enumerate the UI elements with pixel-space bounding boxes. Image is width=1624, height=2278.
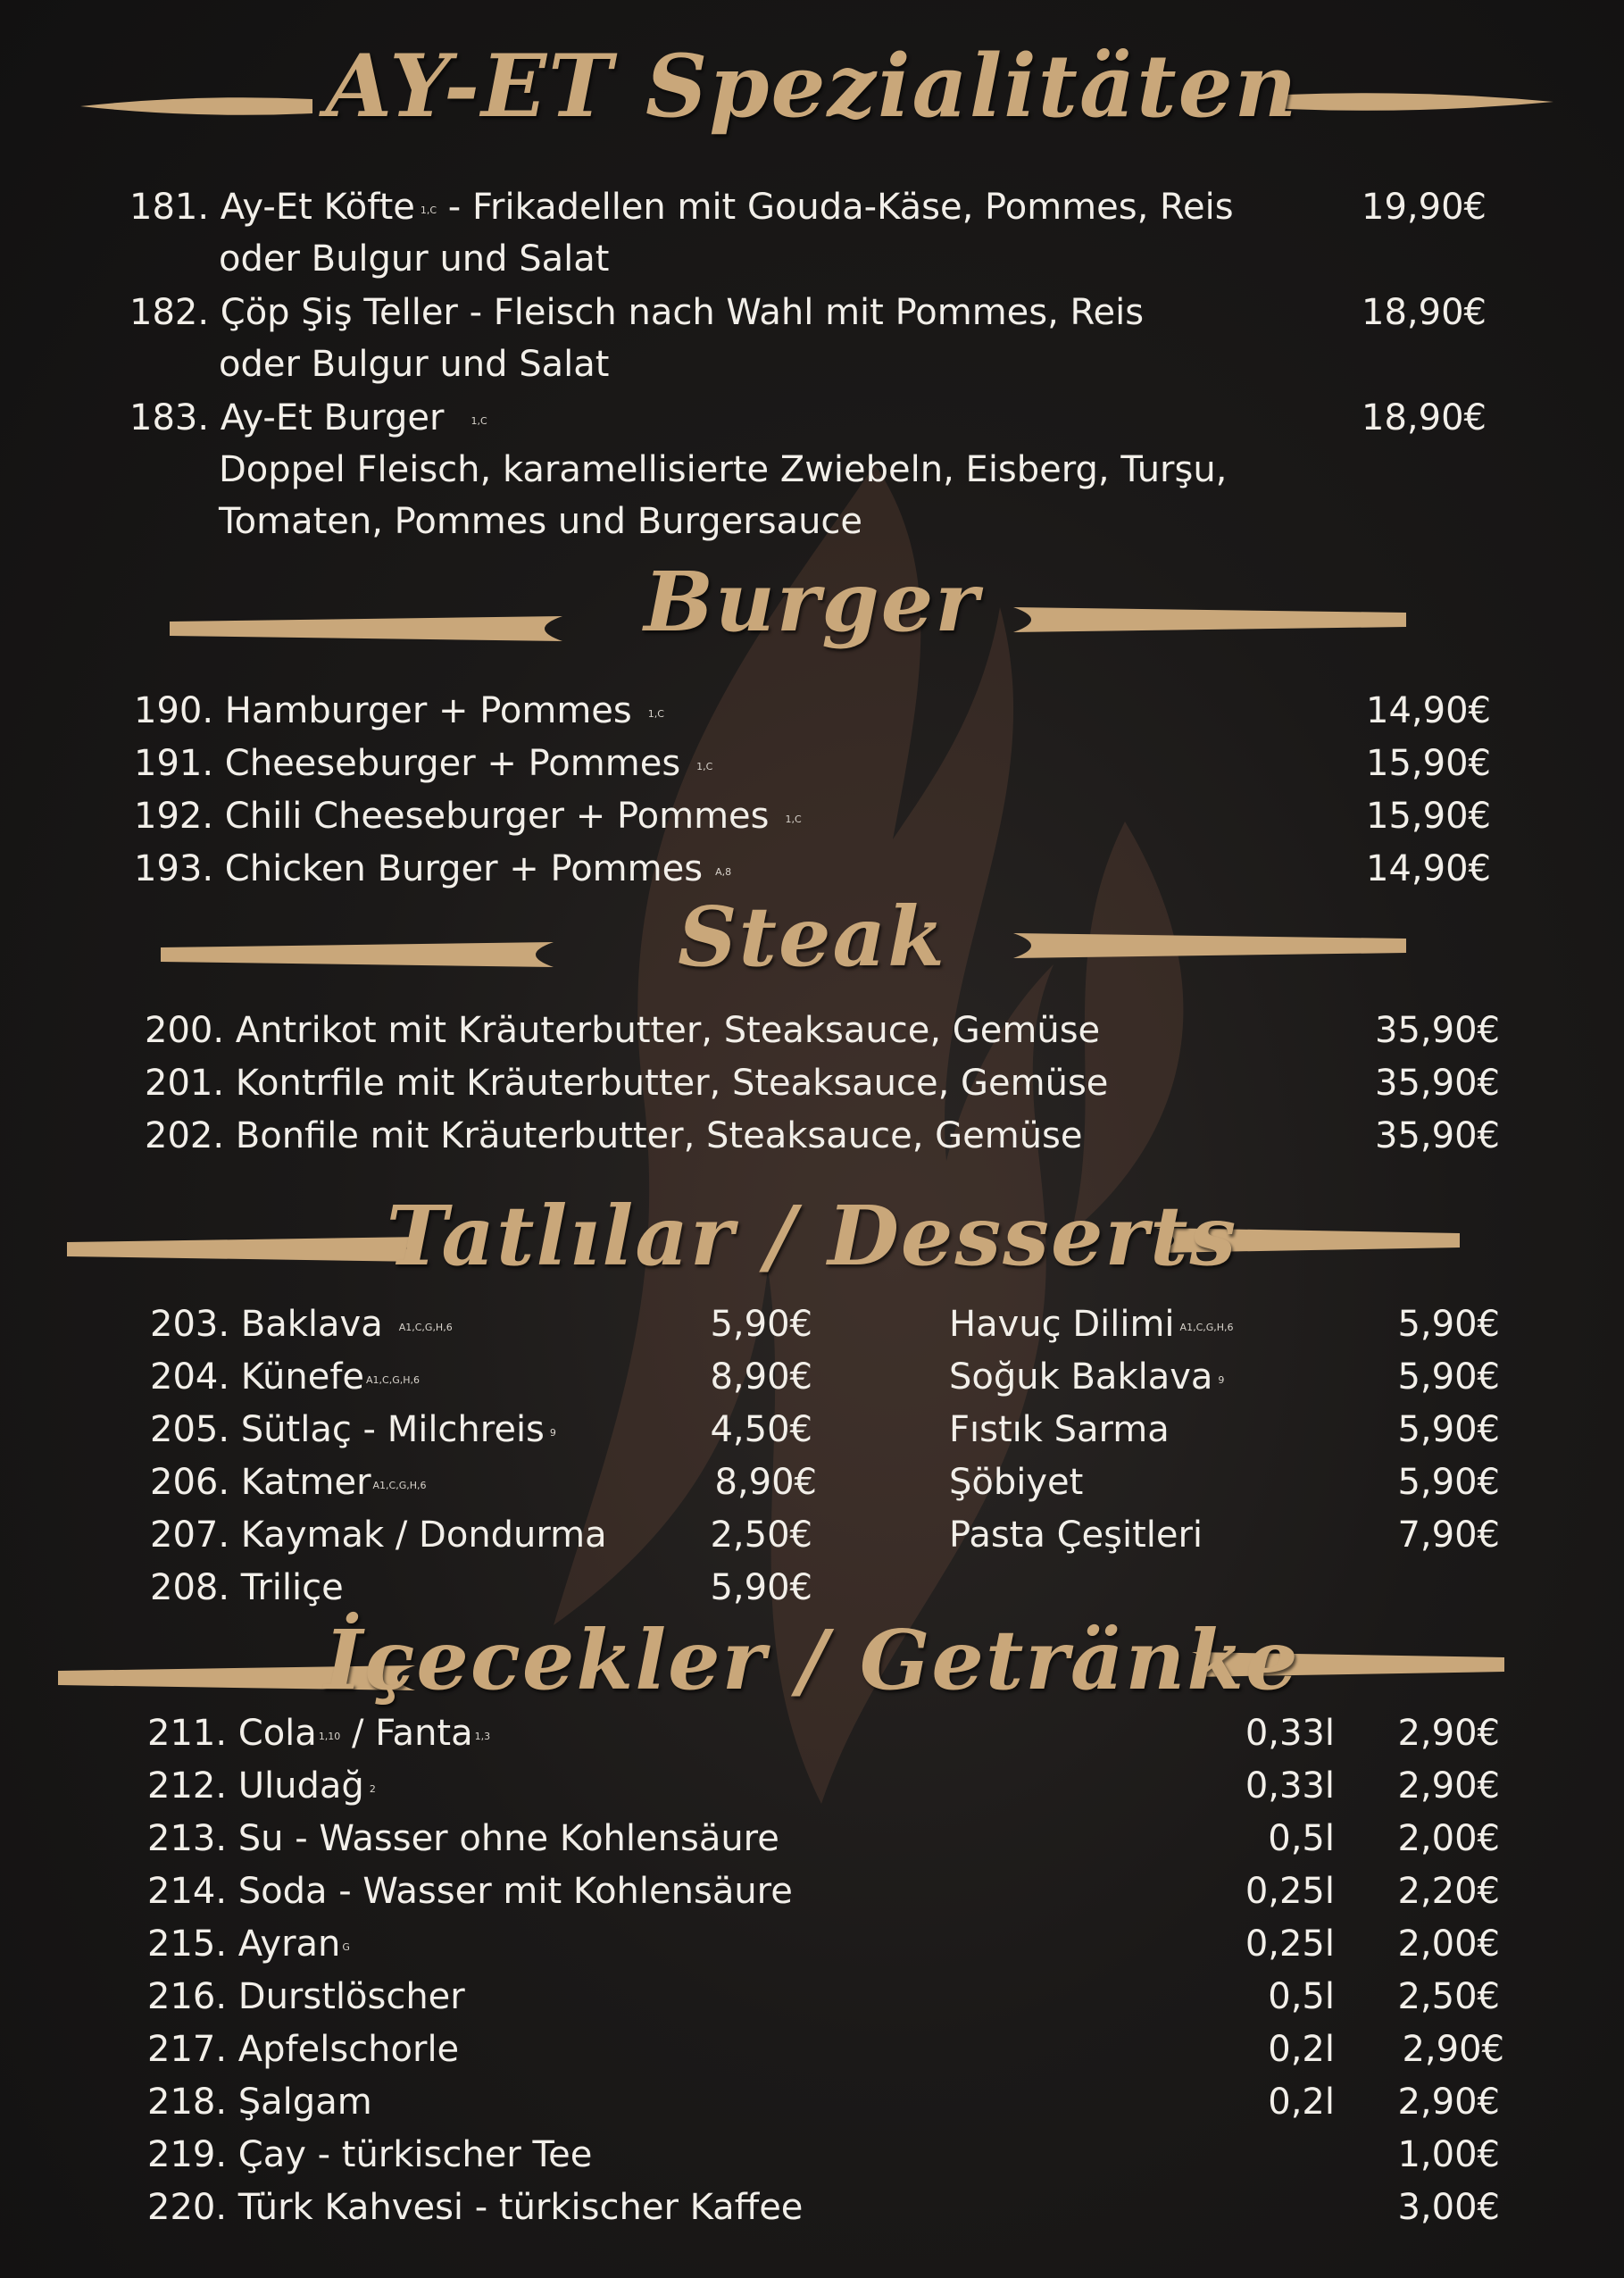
menu-item-191: 191. Cheeseburger + Pommes $^{1,C}$ bbox=[134, 743, 713, 784]
drink-item-217: 217. Apfelschorle bbox=[147, 2029, 460, 2070]
drink-price-212: 2,90€ bbox=[1397, 1765, 1500, 1807]
drink-volume-212: 0,33l bbox=[1245, 1765, 1335, 1807]
menu-price-192: 15,90€ bbox=[1366, 796, 1491, 837]
drink-volume-216: 0,5l bbox=[1268, 1976, 1335, 2017]
menu-price-182: 18,90€ bbox=[1362, 292, 1487, 333]
drink-volume-211: 0,33l bbox=[1245, 1713, 1335, 1754]
dessert-item-fistik-sarma: Fıstık Sarma bbox=[949, 1409, 1170, 1450]
menu-price-201: 35,90€ bbox=[1375, 1063, 1500, 1104]
dessert-price-havuc: 5,90€ bbox=[1397, 1304, 1500, 1345]
dessert-item-205: 205. Sütlaç - Milchreis $^9$ bbox=[150, 1409, 556, 1450]
drink-volume-214: 0,25l bbox=[1245, 1871, 1335, 1912]
menu-item-181: 181. Ay-Et Köfte $^{1,C}$ - Frikadellen mit Gouda-Käse, Pommes, Reis bbox=[129, 187, 1234, 228]
menu-item-181-line2: oder Bulgur und Salat bbox=[219, 238, 610, 280]
menu-item-183-line3: Tomaten, Pommes und Burgersauce bbox=[219, 501, 863, 542]
dessert-item-208: 208. Triliçe bbox=[150, 1567, 344, 1608]
menu-item-192: 192. Chili Cheeseburger + Pommes $^{1,C}$ bbox=[134, 796, 802, 837]
menu-item-183: 183. Ay-Et Burger $^{1,C}$ bbox=[129, 397, 487, 438]
dessert-price-204: 8,90€ bbox=[710, 1356, 812, 1398]
menu-item-183-line2: Doppel Fleisch, karamellisierte Zwiebeln, Eisberg, Turşu, bbox=[219, 449, 1228, 490]
dessert-item-203: 203. Baklava $^{A1,C,G,H,6}$ bbox=[150, 1304, 453, 1345]
drink-price-219: 1,00€ bbox=[1397, 2134, 1500, 2175]
dessert-item-sobiyet: Şöbiyet bbox=[949, 1462, 1084, 1503]
drink-item-214: 214. Soda - Wasser mit Kohlensäure bbox=[147, 1871, 793, 1912]
drink-volume-218: 0,2l bbox=[1268, 2082, 1335, 2123]
drink-item-215: 215. Ayran $^G$ bbox=[147, 1923, 350, 1965]
section-title-desserts: Tatlılar / Desserts bbox=[386, 1188, 1238, 1284]
drink-price-216: 2,50€ bbox=[1397, 1976, 1500, 2017]
drink-price-218: 2,90€ bbox=[1397, 2082, 1500, 2123]
drink-item-213: 213. Su - Wasser ohne Kohlensäure bbox=[147, 1818, 779, 1859]
menu-item-182: 182. Çöp Şiş Teller - Fleisch nach Wahl mit Pommes, Reis bbox=[129, 292, 1145, 333]
drink-item-216: 216. Durstlöscher bbox=[147, 1976, 465, 2017]
dessert-price-pasta: 7,90€ bbox=[1397, 1514, 1500, 1556]
menu-item-190: 190. Hamburger + Pommes $^{1,C}$ bbox=[134, 690, 664, 731]
menu-item-202: 202. Bonfile mit Kräuterbutter, Steaksauce, Gemüse bbox=[145, 1115, 1083, 1156]
menu-item-182-line2: oder Bulgur und Salat bbox=[219, 344, 610, 385]
dessert-item-pasta: Pasta Çeşitleri bbox=[949, 1514, 1203, 1556]
menu-item-200: 200. Antrikot mit Kräuterbutter, Steaksauce, Gemüse bbox=[145, 1010, 1101, 1051]
drink-item-212: 212. Uludağ $^2$ bbox=[147, 1765, 376, 1807]
drink-price-214: 2,20€ bbox=[1397, 1871, 1500, 1912]
drink-item-218: 218. Şalgam bbox=[147, 2082, 372, 2123]
menu-price-190: 14,90€ bbox=[1366, 690, 1491, 731]
drink-volume-217: 0,2l bbox=[1268, 2029, 1335, 2070]
drink-volume-213: 0,5l bbox=[1268, 1818, 1335, 1859]
drink-volume-215: 0,25l bbox=[1245, 1923, 1335, 1965]
dessert-price-208: 5,90€ bbox=[710, 1567, 812, 1608]
drink-price-217: 2,90€ bbox=[1402, 2029, 1504, 2070]
dessert-price-203: 5,90€ bbox=[710, 1304, 812, 1345]
menu-item-193: 193. Chicken Burger + Pommes $^{A,8}$ bbox=[134, 848, 732, 889]
drink-item-219: 219. Çay - türkischer Tee bbox=[147, 2134, 593, 2175]
dessert-item-204: 204. Künefe $^{A1,C,G,H,6}$ bbox=[150, 1356, 421, 1398]
dessert-item-206: 206. Katmer $^{A1,C,G,H,6}$ bbox=[150, 1462, 427, 1503]
menu-price-183: 18,90€ bbox=[1362, 397, 1487, 438]
drink-price-215: 2,00€ bbox=[1397, 1923, 1500, 1965]
menu-price-193: 14,90€ bbox=[1366, 848, 1491, 889]
dessert-item-soguk-baklava: Soğuk Baklava $^9$ bbox=[949, 1356, 1225, 1398]
menu-price-200: 35,90€ bbox=[1375, 1010, 1500, 1051]
section-title-drinks: İçecekler / Getränke bbox=[324, 1612, 1300, 1708]
section-title-burger: Burger bbox=[644, 554, 980, 650]
drink-item-211: 211. Cola $^{1,10}$ / Fanta $^{1,3}$ bbox=[147, 1713, 491, 1754]
menu-price-181: 19,90€ bbox=[1362, 187, 1487, 228]
drink-item-220: 220. Türk Kahvesi - türkischer Kaffee bbox=[147, 2187, 804, 2228]
drink-price-211: 2,90€ bbox=[1397, 1713, 1500, 1754]
dessert-price-sobiyet: 5,90€ bbox=[1397, 1462, 1500, 1503]
dessert-item-havuc: Havuç Dilimi $^{A1,C,G,H,6}$ bbox=[949, 1304, 1234, 1345]
dessert-price-206: 8,90€ bbox=[714, 1462, 817, 1503]
section-title-steak: Steak bbox=[678, 889, 946, 985]
menu-price-191: 15,90€ bbox=[1366, 743, 1491, 784]
drink-price-220: 3,00€ bbox=[1397, 2187, 1500, 2228]
drink-price-213: 2,00€ bbox=[1397, 1818, 1500, 1859]
dessert-price-fistik-sarma: 5,90€ bbox=[1397, 1409, 1500, 1450]
menu-item-201: 201. Kontrfile mit Kräuterbutter, Steaksauce, Gemüse bbox=[145, 1063, 1109, 1104]
dessert-price-soguk-baklava: 5,90€ bbox=[1397, 1356, 1500, 1398]
menu-price-202: 35,90€ bbox=[1375, 1115, 1500, 1156]
dessert-price-205: 4,50€ bbox=[710, 1409, 812, 1450]
dessert-item-207: 207. Kaymak / Dondurma bbox=[150, 1514, 607, 1556]
dessert-price-207: 2,50€ bbox=[710, 1514, 812, 1556]
section-title-ayet: AY-ET Spezialitäten bbox=[325, 36, 1299, 137]
